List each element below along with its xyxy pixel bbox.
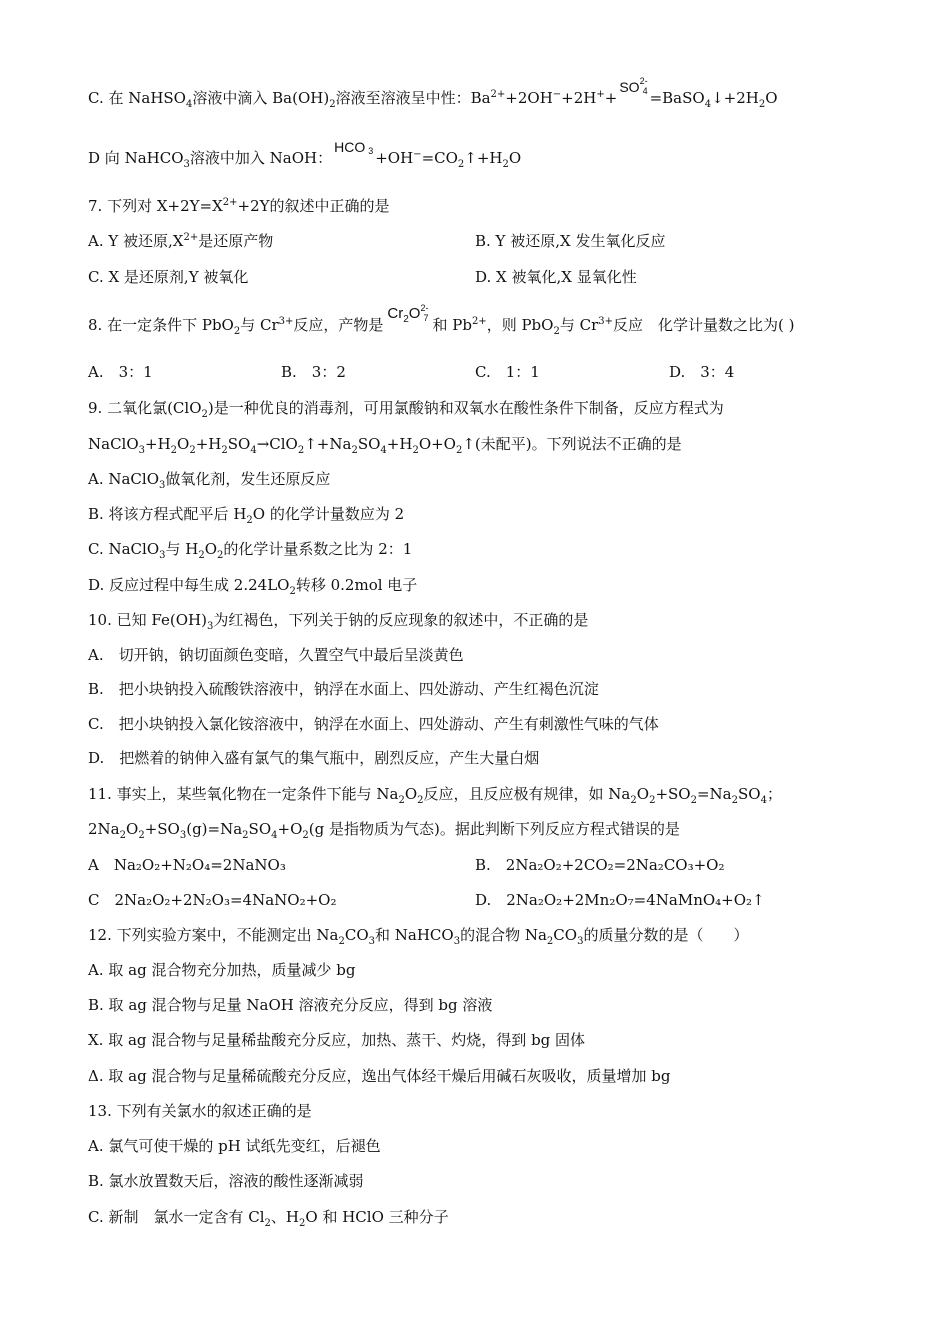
q11-stem-line2: $2Na_2O_2+SO_3(g)=Na_2SO_4+O_2(g$ 是指物质为气态)。据此判断下列反应方程式错误的是 [88, 820, 680, 841]
q11-option-d: D. 2Na₂O₂+2Mn₂O₇=4NaMnO₄+O₂↑ [475, 891, 765, 909]
q11-option-b: B. 2Na₂O₂+2CO₂=2Na₂CO₃+O₂ [475, 856, 725, 874]
q9-option-d: D. 反应过程中每生成 $2.24LO_2$转移 0.2mol 电子 [88, 576, 418, 597]
q12-option-c: X. 取 ag 混合物与足量稀盐酸充分反应，加热、蒸干、灼烧，得到 bg 固体 [88, 1031, 586, 1049]
q12-option-d: Δ. 取 ag 混合物与足量稀硫酸充分反应，逸出气体经干燥后用碱石灰吸收，质量增加 bg [88, 1067, 671, 1085]
q12-option-a: A. 取 ag 混合物充分加热，质量减少 bg [88, 961, 356, 979]
q13-stem: 13. 下列有关氯水的叙述正确的是 [88, 1102, 312, 1120]
q9-option-b: B. 将该方程式配平后 $H_2O$ 的化学计量数应为 2 [88, 505, 405, 526]
q12-stem: 12. 下列实验方案中，不能测定出 $Na_2CO_3$和 NaHCO$_3$的混合物 $Na_2CO_3$的质量分数的是（ ） [88, 926, 749, 947]
q10-stem: 10. 已知 $Fe(OH)_3$为红褐色，下列关于钠的反应现象的叙述中，不正确的是 [88, 611, 589, 632]
q8-option-b: B. 3：2 [281, 363, 346, 381]
q6-option-c: C. 在 NaHSO$_4$溶液中滴入 $Ba(OH)_2$溶液至溶液呈中性：$Ba^{2+}+2OH^-+2H^++SO$ 2- 4 $=BaSO_4↓+2H_2O$ [88, 76, 778, 110]
q10-option-d: D. 把燃着的钠伸入盛有氯气的集气瓶中，剧烈反应，产生大量白烟 [88, 749, 540, 767]
dichromate-ion: $Cr_2O$ 2- 7 [387, 303, 429, 325]
bicarbonate-ion: HCO 3 [334, 139, 374, 156]
q13-option-c: C. 新制 氯水一定含有 $Cl_2$、$H_2O$ 和 HClO 三种分子 [88, 1208, 449, 1229]
q13-option-a: A. 氯气可使干燥的 pH 试纸先变红，后褪色 [88, 1137, 381, 1155]
q11-stem-line1: 11. 事实上，某些氧化物在一定条件下能与 $Na_2O_2$反应，且反应极有规律，如 $Na_2O_2+SO_2=Na_2SO_4$； [88, 785, 782, 806]
q7-option-d: D. X 被氧化,X 显氧化性 [475, 268, 637, 286]
q9-stem-line1: 9. 二氧化氯(ClO$_2$)是一种优良的消毒剂，可用氯酸钠和双氧水在酸性条件下制备，反应方程式为 [88, 399, 724, 420]
q6-option-d: D 向 NaHCO$_3$溶液中加入 NaOH：HCO 3 $+OH^-=CO_2↑+H_2O$ [88, 139, 522, 170]
q8-option-d: D. 3：4 [669, 363, 735, 381]
q9-option-c: C. NaClO$_3$与 $H_2O_2$的化学计量系数之比为 2：1 [88, 540, 413, 561]
sulfate-ion: SO 2- 4 [619, 76, 648, 96]
q7-option-a: A. Y 被还原$,X^{2+}$是还原产物 [88, 232, 274, 250]
q7-option-c: C. X 是还原剂,Y 被氧化 [88, 268, 249, 286]
q9-option-a: A. NaClO$_3$做氧化剂，发生还原反应 [88, 470, 331, 491]
q10-option-b: B. 把小块钠投入硫酸铁溶液中，钠浮在水面上、四处游动、产生红褐色沉淀 [88, 680, 599, 698]
q9-stem-line2: $NaClO_3+H_2O_2+H_2SO_4\to ClO_2↑+Na_2SO_4+H_2O+O_2↑$(未配平)。下列说法不正确的是 [88, 435, 682, 456]
q8-option-a: A. 3：1 [88, 363, 153, 381]
q7-option-b: B. Y 被还原,X 发生氧化反应 [475, 232, 666, 250]
q12-option-b: B. 取 ag 混合物与足量 NaOH 溶液充分反应，得到 bg 溶液 [88, 996, 493, 1014]
q10-option-c: C. 把小块钠投入氯化铵溶液中，钠浮在水面上、四处游动、产生有刺激性气味的气体 [88, 715, 659, 733]
q8-stem: 8. 在一定条件下 PbO$_2$与 $Cr^{3+}$反应，产物是$Cr_2O$ 2- 7 和 $Pb^{2+}$，则 PbO$_2$与 $Cr^{3+}$反应 化学计量数之比为( ) [88, 303, 795, 337]
q13-option-b: B. 氯水放置数天后，溶液的酸性逐渐减弱 [88, 1172, 364, 1190]
q8-option-c: C. 1：1 [475, 363, 540, 381]
q10-option-a: A. 切开钠，钠切面颜色变暗，久置空气中最后呈淡黄色 [88, 646, 464, 664]
q11-option-c: C 2Na₂O₂+2N₂O₃=4NaNO₂+O₂ [88, 891, 337, 909]
q7-stem: 7. 下列对 $X+2Y=X^{2+}+2Y$的叙述中正确的是 [88, 197, 390, 215]
q11-option-a: A Na₂O₂+N₂O₄=2NaNO₃ [88, 856, 286, 874]
